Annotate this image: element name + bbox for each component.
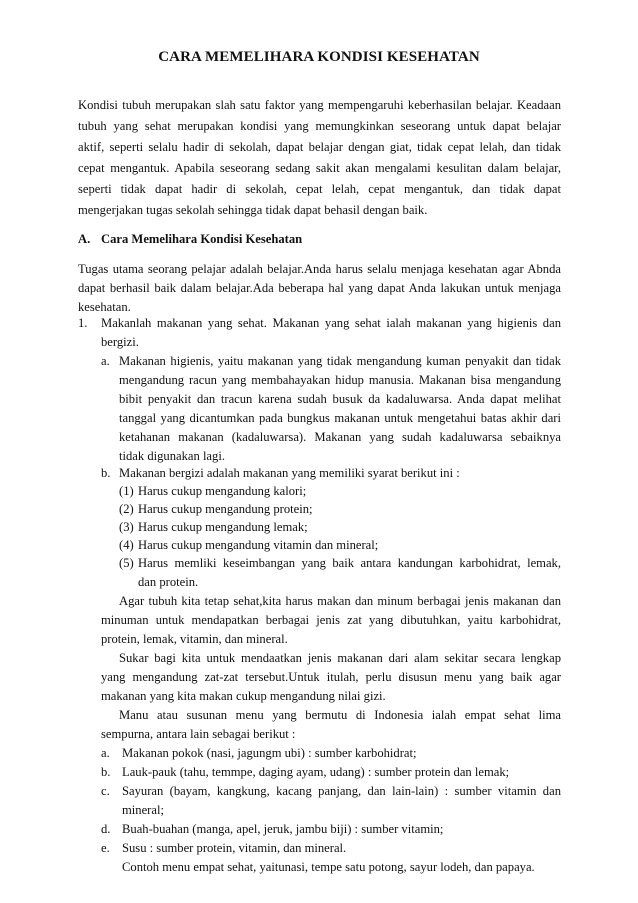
paragraph-line: Kondisi tubuh merupakan slah satu faktor yang mempengaruhi keberhasilan belajar. Keadaan xyxy=(78,98,561,112)
requirement-text: Harus memliki keseimbangan yang baik antara kandungan karbohidrat, lemak, xyxy=(138,556,561,570)
requirement-number: (3) xyxy=(119,520,134,534)
list-marker: a. xyxy=(101,354,110,368)
document-title: CARA MEMELIHARA KONDISI KESEHATAN xyxy=(158,49,480,65)
paragraph-line: Manu atau susunan menu yang bermutu di Indonesia ialah empat sehat lima xyxy=(119,708,561,722)
list-marker: d. xyxy=(101,822,111,836)
paragraph-line: makanan yang kita makan cukup mengandung nilai gizi. xyxy=(101,689,386,703)
paragraph-line: yang mengandung zat-zat tersebut.Untuk itulah, perlu disusun menu yang baik agar xyxy=(101,670,561,684)
list-marker: b. xyxy=(101,466,111,480)
paragraph-line: kesehatan. xyxy=(78,300,131,314)
list-line: mengandung racun yang membahayakan hidup manusia. Makanan bisa mengandung xyxy=(119,373,561,387)
list-line: tidak digunakan lagi. xyxy=(119,449,225,463)
food-item: mineral; xyxy=(122,803,164,817)
requirement-text: Harus cukup mengandung protein; xyxy=(138,502,313,516)
list-marker: a. xyxy=(101,746,110,760)
requirement-text: Harus cukup mengandung lemak; xyxy=(138,520,308,534)
paragraph-line: mengerjakan tugas sekolah sehingga tidak dapat behasil dengan baik. xyxy=(78,203,428,217)
paragraph-line: sempurna, antara lain sebagai berikut : xyxy=(101,727,296,741)
list-line: Makanlah makanan yang sehat. Makanan yang sehat ialah makanan yang higienis dan xyxy=(101,316,561,330)
food-item: Makanan pokok (nasi, jagungm ubi) : sumber karbohidrat; xyxy=(122,746,417,760)
paragraph-line: aktif, seperti selalu hadir di sekolah, dapat belajar dengan giat, tidak cepat lelah, dan tidak xyxy=(78,140,561,154)
paragraph-line: seperti tidak dapat hadir di sekolah, cepat lelah, cepat mengantuk, dan tidak dapat xyxy=(78,182,561,196)
requirement-text: Harus cukup mengandung vitamin dan mineral; xyxy=(138,538,379,552)
paragraph-line: Agar tubuh kita tetap sehat,kita harus makan dan minum berbagai jenis makanan dan xyxy=(119,594,561,608)
list-line: ketahanan makanan (kadaluwarsa). Makanan yang sudah kadaluwarsa sebaiknya xyxy=(119,430,561,444)
list-line: bergizi. xyxy=(101,335,139,349)
requirement-text: Harus cukup mengandung kalori; xyxy=(138,484,307,498)
paragraph-line: cepat mengantuk. Apabila seseorang sedang sakit akan mengalami kesulitan dalam belajar, xyxy=(78,161,561,175)
list-line: tanggal yang dicantumkan pada bungkus makanan untuk mengetahui batas akhir dari xyxy=(119,411,561,425)
food-item: Buah-buahan (manga, apel, jeruk, jambu biji) : sumber vitamin; xyxy=(122,822,444,836)
list-line: Makanan higienis, yaitu makanan yang tidak mengandung kuman penyakit dan tidak xyxy=(119,354,561,368)
list-marker: 1. xyxy=(78,316,88,330)
paragraph-line: minuman untuk mendapatkan berbagai jenis zat yang dibutuhkan, yaitu karbohidrat, xyxy=(101,613,561,627)
requirement-text: dan protein. xyxy=(138,575,199,589)
food-item: Susu : sumber protein, vitamin, dan mineral. xyxy=(122,841,347,855)
list-line: Makanan bergizi adalah makanan yang memiliki syarat berikut ini : xyxy=(119,466,460,480)
paragraph-line: protein, lemak, vitamin, dan mineral. xyxy=(101,632,288,646)
requirement-number: (4) xyxy=(119,538,134,552)
section-title: Cara Memelihara Kondisi Kesehatan xyxy=(101,232,303,246)
requirement-number: (5) xyxy=(119,556,134,570)
requirement-number: (2) xyxy=(119,502,134,516)
list-marker: c. xyxy=(101,784,110,798)
list-line: bibit penyakit dan tracun karena sudah busuk da kadaluwarsa. Anda dapat melihat xyxy=(119,392,561,406)
section-marker: A. xyxy=(78,232,91,246)
food-item: Sayuran (bayam, kangkung, kacang panjang, dan lain-lain) : sumber vitamin dan xyxy=(122,784,561,798)
list-marker: b. xyxy=(101,765,111,779)
paragraph-line: tubuh yang sehat merupakan kondisi yang memungkinkan seseorang untuk dapat belajar xyxy=(78,119,561,133)
paragraph-line: dapat berhasil baik dalam belajar.Ada beberapa hal yang dapat Anda lakukan untuk menjaga xyxy=(78,281,561,295)
example-menu: Contoh menu empat sehat, yaitunasi, tempe satu potong, sayur lodeh, dan papaya. xyxy=(122,860,535,874)
requirement-number: (1) xyxy=(119,484,134,498)
paragraph-line: Tugas utama seorang pelajar adalah belajar.Anda harus selalu menjaga kesehatan agar Abnda xyxy=(78,262,561,276)
list-marker: e. xyxy=(101,841,110,855)
paragraph-line: Sukar bagi kita untuk mendaatkan jenis makanan dari alam sekitar secara lengkap xyxy=(119,651,561,665)
food-item: Lauk-pauk (tahu, temmpe, daging ayam, udang) : sumber protein dan lemak; xyxy=(122,765,510,779)
